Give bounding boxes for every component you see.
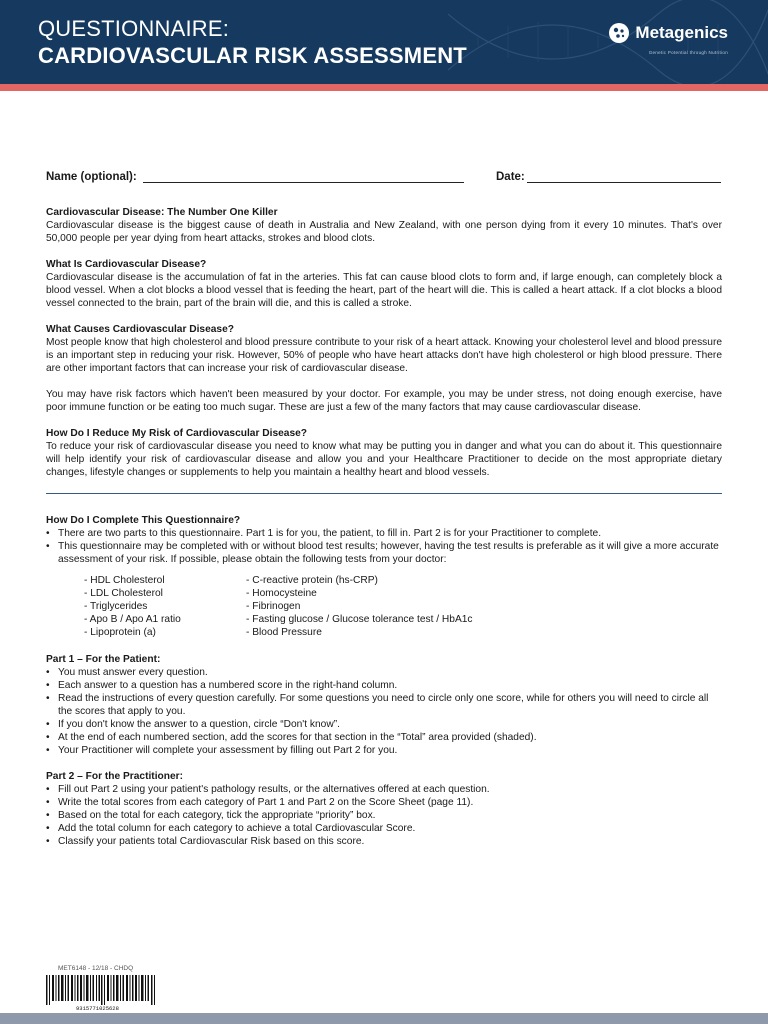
list-item: • Each answer to a question has a numbered score in the right-hand column. — [46, 679, 722, 692]
list-item: • Add the total column for each category to achieve a total Cardiovascular Score. — [46, 822, 722, 835]
list-item: • This questionnaire may be completed with or without blood test results; however, having the test results is preferable as it will give a more accurate assessment of your risk. If possible, please obtain the following tests from your doctor: — [46, 540, 722, 566]
test-item: - Homocysteine — [246, 588, 317, 599]
section-heading: Part 1 – For the Patient: — [46, 654, 161, 665]
bullet-list — [46, 783, 722, 848]
tests-column-2 — [246, 574, 546, 639]
test-item: - HDL Cholesterol — [84, 575, 165, 586]
bullet-list — [46, 527, 722, 566]
section-reduce-risk — [46, 427, 722, 479]
section-heading: Cardiovascular Disease: The Number One Killer — [46, 207, 278, 218]
brand-name: Metagenics — [635, 23, 728, 42]
date-label: Date: — [496, 171, 525, 183]
list-item: • Classify your patients total Cardiovascular Risk based on this score. — [46, 835, 722, 848]
bullet-list — [46, 666, 722, 757]
list-item: • At the end of each numbered section, add the scores for that section in the “Total” area provided (shaded). — [46, 731, 722, 744]
test-item: - Apo B / Apo A1 ratio — [84, 614, 181, 625]
tests-column-1 — [84, 574, 246, 639]
section-heading: How Do I Reduce My Risk of Cardiovascular Disease? — [46, 428, 307, 439]
brand-tagline: Genetic Potential through Nutrition — [648, 50, 728, 55]
document-code: MET6148 - 12/18 - CHDQ — [58, 965, 134, 972]
section-divider — [46, 493, 722, 494]
barcode-number: 9315771025628 — [76, 1005, 119, 1011]
section-heading: How Do I Complete This Questionnaire? — [46, 515, 241, 526]
section-causes — [46, 323, 722, 414]
section-part1 — [46, 653, 722, 757]
logo-mark-icon — [608, 22, 630, 44]
header-banner — [0, 0, 768, 84]
test-item: - Fibrinogen — [246, 601, 301, 612]
metagenics-logo — [608, 22, 728, 44]
list-item: • You must answer every question. — [46, 666, 722, 679]
section-paragraph: You may have risk factors which haven't been measured by your doctor. For example, you may be under stress, not doing enough exercise, have poor immune function or be eating too much sugar. These are just a few of the many factors that may cause cardiovascular disease. — [46, 389, 722, 413]
header-accent-rule — [0, 84, 768, 91]
barcode-icon — [46, 975, 166, 1011]
section-paragraph: Cardiovascular disease is the biggest cause of death in Australia and New Zealand, with one person dying from it every 10 minutes. That's over 50,000 people per year dying from heart attacks, strokes and blood clots. — [46, 220, 722, 244]
section-paragraph: To reduce your risk of cardiovascular disease you need to know what may be putting you in danger and what you can do about it. This questionnaire will help identify your risk of cardiovascular disease and allow you and your Healthcare Practitioner to decide on the most appropriate dietary changes, lifestyle changes or supplements to help you maintain a healthy heart and blood vessels. — [46, 441, 722, 478]
section-what-is-cvd — [46, 258, 722, 310]
section-paragraph: Cardiovascular disease is the accumulation of fat in the arteries. This fat can cause blood clots to form and, if large enough, can completely block a blood vessel. When a clot blocks a blood vessel that is feeding the heart, part of the heart will die. This is called a heart attack. If a clot blocks a blood vessel connected to the brain, part of the brain will die, and this is called a stroke. — [46, 272, 722, 309]
test-item: - Fasting glucose / Glucose tolerance test / HbA1c — [246, 614, 473, 625]
section-part2 — [46, 770, 722, 848]
section-paragraph: Most people know that high cholesterol and blood pressure contribute to your risk of a heart attack. Knowing your cholesterol level and blood pressure is an important step in reducing your risk. However, 50% of people who have heart attacks don't have high cholesterol or high blood pressure. There are other important factors that can increase your risk of cardiovascular disease. — [46, 337, 722, 374]
list-item: • Write the total scores from each category of Part 1 and Part 2 on the Score Sheet (page 11). — [46, 796, 722, 809]
footer-bar — [0, 1013, 768, 1024]
list-item: • Read the instructions of every question carefully. For some questions you need to circle only one score, while for others you will need to circle all the scores that apply to you. — [46, 692, 722, 718]
list-item: • Based on the total for each category, tick the appropriate “priority” box. — [46, 809, 722, 822]
list-item: • If you don't know the answer to a question, circle “Don't know”. — [46, 718, 722, 731]
document-body — [46, 206, 722, 861]
list-item: • There are two parts to this questionnaire. Part 1 is for you, the patient, to fill in. Part 2 is for your Practitioner to complete. — [46, 527, 722, 540]
section-heading: What Is Cardiovascular Disease? — [46, 259, 207, 270]
test-item: - LDL Cholesterol — [84, 588, 163, 599]
list-item: • Fill out Part 2 using your patient's pathology results, or the alternatives offered at each question. — [46, 783, 722, 796]
test-item: - Blood Pressure — [246, 627, 322, 638]
blood-tests-list — [84, 574, 722, 639]
section-heading: Part 2 – For the Practitioner: — [46, 771, 183, 782]
section-heading: What Causes Cardiovascular Disease? — [46, 324, 234, 335]
test-item: - Triglycerides — [84, 601, 148, 612]
title-line-2: CARDIOVASCULAR RISK ASSESSMENT — [38, 43, 467, 68]
title-line-1: QUESTIONNAIRE: — [38, 16, 230, 41]
test-item: - Lipoprotein (a) — [84, 627, 156, 638]
date-field-line[interactable] — [527, 182, 721, 183]
section-how-to-complete — [46, 514, 722, 639]
test-item: - C-reactive protein (hs-CRP) — [246, 575, 378, 586]
name-label: Name (optional): — [46, 171, 137, 183]
section-number-one-killer — [46, 206, 722, 245]
list-item: • Your Practitioner will complete your assessment by filling out Part 2 for you. — [46, 744, 722, 757]
name-field-line[interactable] — [143, 182, 464, 183]
